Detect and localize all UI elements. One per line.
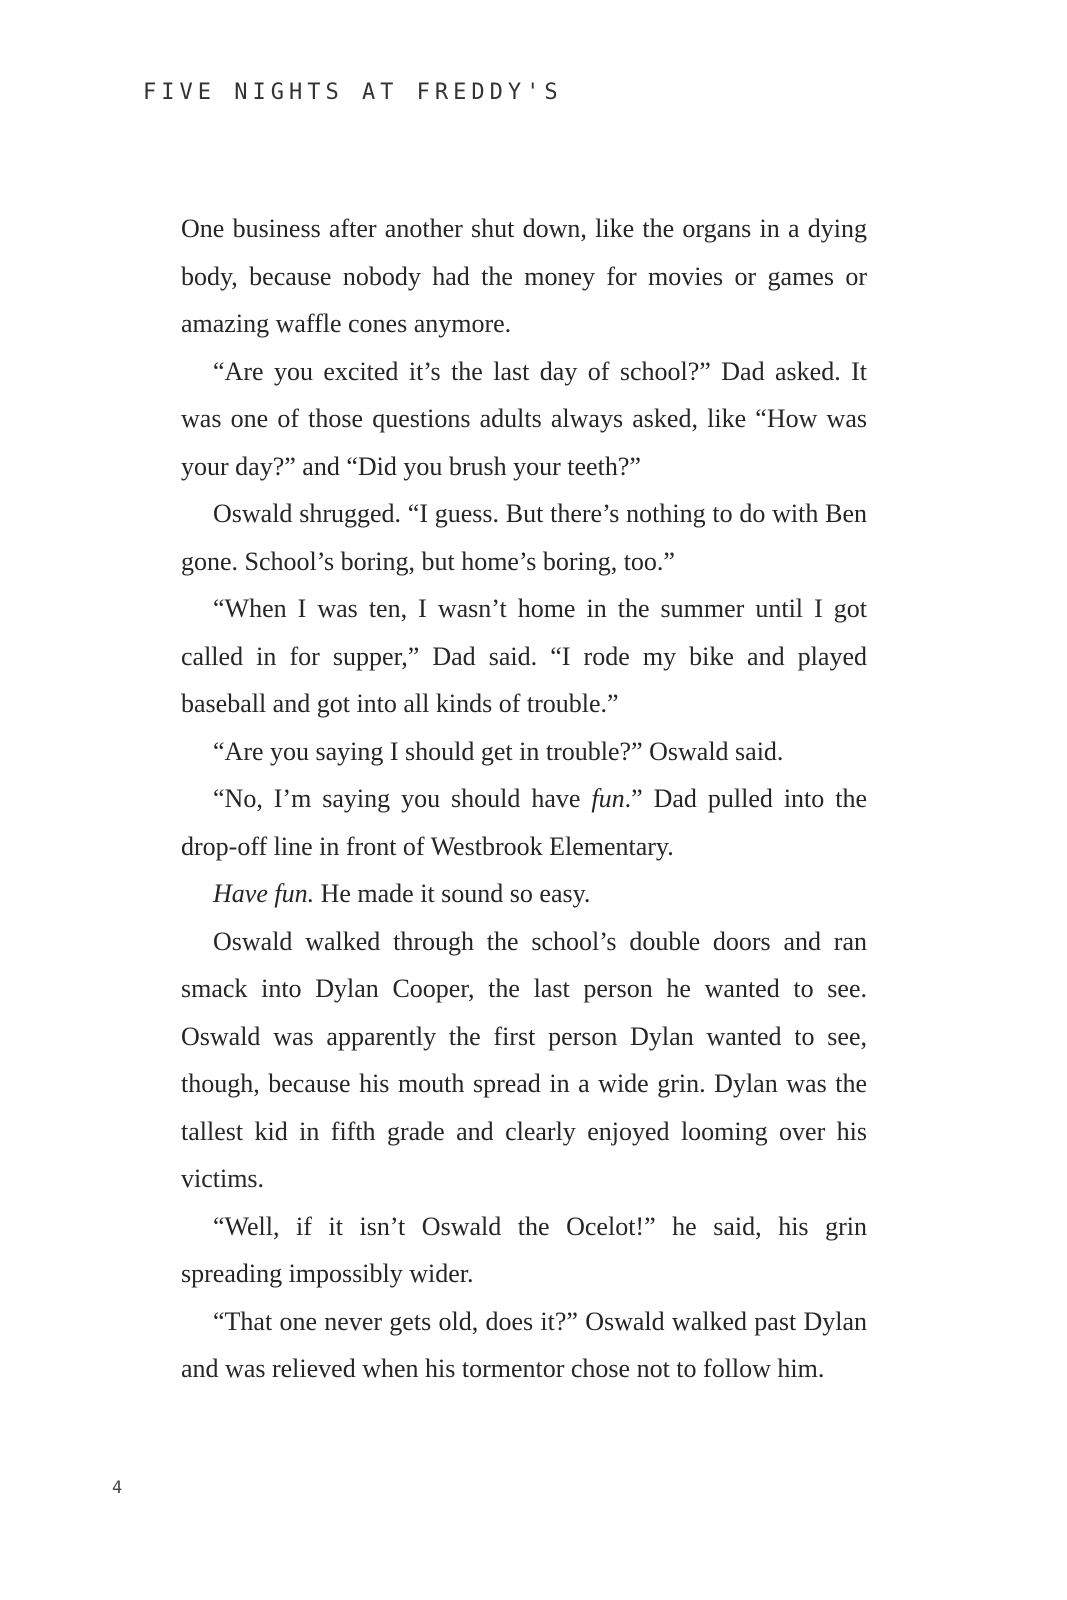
page-number: 4 bbox=[112, 1478, 123, 1498]
paragraph bbox=[181, 870, 867, 918]
paragraph-text: He made it sound so easy. bbox=[314, 879, 591, 908]
running-header: FIVE NIGHTS AT FREDDY'S bbox=[143, 80, 563, 105]
paragraph: “Are you saying I should get in trouble?” Oswald said. bbox=[213, 736, 784, 766]
emphasis-text: Have fun. bbox=[213, 879, 315, 908]
paragraph bbox=[181, 775, 867, 870]
paragraph: One business after another shut down, like the organs in a dying body, because nobody had the money for movies or games or amazing waffle cones anymore. bbox=[181, 214, 867, 338]
paragraph-text: .” Dad pulled into the drop-off line in front of Westbrook Elementary. bbox=[181, 784, 867, 861]
paragraph: Oswald shrugged. “I guess. But there’s nothing to do with Ben gone. School’s boring, but home’s boring, too.” bbox=[181, 499, 867, 576]
emphasis-text: fun bbox=[591, 784, 625, 813]
paragraph: “When I was ten, I wasn’t home in the summer until I got called in for supper,” Dad said. “I rode my bike and played baseball and got into all kinds of trouble.” bbox=[181, 594, 867, 718]
paragraph-text: “No, I’m saying you should have bbox=[213, 784, 592, 813]
paragraph: “That one never gets old, does it?” Oswald walked past Dylan and was relieved when his tormentor chose not to follow him. bbox=[181, 1306, 867, 1383]
paragraph: “Are you excited it’s the last day of school?” Dad asked. It was one of those questions adults always asked, like “How was your day?” and “Did you brush your teeth?” bbox=[181, 356, 867, 481]
body-text bbox=[181, 205, 867, 1393]
paragraph: Oswald walked through the school’s double doors and ran smack into Dylan Cooper, the last person he wanted to see. Oswald was apparently the first person Dylan wanted to see, though, because his mouth spread in a wide grin. Dylan was the tallest kid in fifth grade and clearly enjoyed looming over his victims. bbox=[181, 926, 867, 1193]
paragraph: “Well, if it isn’t Oswald the Ocelot!” he said, his grin spreading impossibly wider. bbox=[181, 1211, 867, 1288]
